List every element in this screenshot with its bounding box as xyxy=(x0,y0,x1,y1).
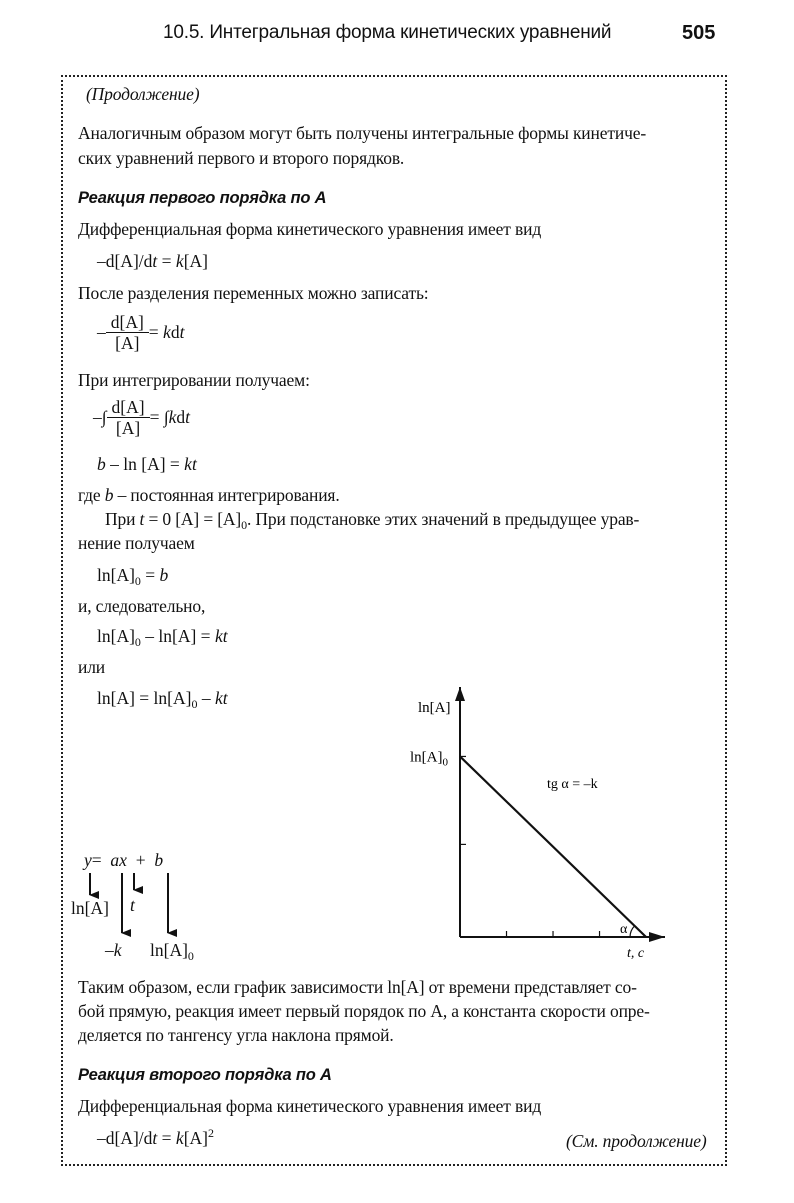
subscript: 0 xyxy=(241,518,247,532)
see-continued-label: (См. продолжение) xyxy=(566,1131,707,1151)
eq-var-t: t xyxy=(139,509,145,529)
eq-var-t: t xyxy=(152,1128,158,1148)
angle-label: α xyxy=(620,922,628,937)
equation-diff-second xyxy=(97,1128,214,1149)
equation-ln-difference xyxy=(97,626,228,647)
eq-part: = xyxy=(140,565,160,585)
second-order-diff-text: Дифференциальная форма кинетического уравнения имеет вид xyxy=(78,1096,542,1116)
eq-part: d xyxy=(170,322,180,342)
where-text xyxy=(78,485,340,506)
equation-integral xyxy=(93,397,190,438)
denominator: [A] xyxy=(115,418,141,438)
eq-part: = ∫ xyxy=(149,407,169,427)
fraction xyxy=(106,312,149,353)
y-tick-label-ln-a0 xyxy=(410,749,449,768)
text-part: где xyxy=(78,485,105,505)
conclusion-line-2: бой прямую, реакция имеет первый порядок по А, а константа скорости опре- xyxy=(78,1001,650,1021)
page-number: 505 xyxy=(682,22,716,44)
intro-line-2: ских уравнений первого и второго порядков. xyxy=(78,148,405,168)
eq-part: – ln [A] = xyxy=(105,454,185,474)
map-plus: + xyxy=(135,850,146,870)
text-part: При xyxy=(105,509,140,529)
running-header-title: 10.5. Интегральная форма кинетических уравнений xyxy=(163,22,612,43)
eq-part: ln[A] = ln[A] xyxy=(97,688,192,708)
eq-var-t: t xyxy=(152,251,158,271)
map-b: b xyxy=(154,850,164,870)
eq-var-b: b xyxy=(104,485,114,505)
eq-var-k: k xyxy=(175,1128,184,1148)
heading-first-order: Реакция первого порядка по А xyxy=(78,189,327,207)
text-part: – постоянная интегрирования. xyxy=(113,485,340,505)
slope-annotation: tg α = –k xyxy=(547,777,598,792)
eq-var-k: k xyxy=(175,251,184,271)
map-x: x xyxy=(119,850,127,870)
denominator: [A] xyxy=(115,333,140,353)
intro-line-1: Аналогичным образом могут быть получены интегральные формы кинетиче- xyxy=(78,123,647,143)
conclusion-line-3: деляется по тангенсу угла наклона прямой. xyxy=(78,1025,394,1045)
separation-text: После разделения переменных можно записать: xyxy=(78,283,429,303)
superscript: 2 xyxy=(207,1126,214,1140)
eq-var-k: k xyxy=(214,626,223,646)
eq-part: –∫ xyxy=(93,407,107,427)
continued-label: (Продолжение) xyxy=(86,84,200,104)
map-a-value: –k xyxy=(105,940,122,960)
eq-var-t: t xyxy=(222,688,228,708)
map-x-value: t xyxy=(130,895,135,915)
equation-diff-first xyxy=(97,251,208,272)
text-part: . При подстановке этих значений в предыдущее урав- xyxy=(246,509,640,529)
eq-var-b: b xyxy=(97,454,106,474)
heading-second-order: Реакция второго порядка по А xyxy=(78,1066,332,1084)
map-b-value xyxy=(150,940,194,961)
equation-log xyxy=(97,454,197,475)
therefore-text: и, следовательно, xyxy=(78,596,206,616)
eq-part: = xyxy=(157,1128,176,1148)
eq-part: = xyxy=(157,251,176,271)
fraction xyxy=(107,397,150,438)
subscript: 0 xyxy=(134,635,141,649)
eq-part: [A] xyxy=(183,1128,208,1148)
subscript: 0 xyxy=(134,574,141,588)
map-eq: = xyxy=(91,850,102,870)
equation-ln0-b xyxy=(97,565,168,586)
numerator: d[A] xyxy=(107,397,150,418)
map-y: y xyxy=(84,850,92,870)
initial-condition-text-2: нение получаем xyxy=(78,533,195,553)
eq-part: = xyxy=(148,322,164,342)
eq-part: – xyxy=(197,688,215,708)
eq-part: – xyxy=(97,322,106,342)
eq-part: ln[A] xyxy=(97,565,135,585)
subscript: 0 xyxy=(191,697,198,711)
eq-part: –d[A]/d xyxy=(97,251,153,271)
eq-var-k: k xyxy=(163,322,171,342)
eq-var-t: t xyxy=(179,322,185,342)
eq-var-t: t xyxy=(191,454,197,474)
eq-part: d xyxy=(176,407,186,427)
eq-var-t: t xyxy=(185,407,191,427)
equation-final xyxy=(97,688,228,709)
eq-var-k: k xyxy=(214,688,223,708)
eq-part: ln[A] xyxy=(150,940,188,960)
eq-var-k: k xyxy=(184,454,192,474)
first-order-diff-text: Дифференциальная форма кинетического уравнения имеет вид xyxy=(78,219,542,239)
equation-separated xyxy=(97,312,184,353)
conclusion-line-1: Таким образом, если график зависимости ln[A] от времени представляет со- xyxy=(78,977,637,997)
initial-condition-text xyxy=(105,509,639,530)
eq-part: [A] xyxy=(183,251,208,271)
eq-part: –d[A]/d xyxy=(97,1128,153,1148)
tick-label-sub: 0 xyxy=(442,756,448,769)
eq-var-t: t xyxy=(222,626,228,646)
tick-label-part: ln[A] xyxy=(410,749,443,766)
eq-part: – ln[A] = xyxy=(140,626,215,646)
integration-text: При интегрировании получаем: xyxy=(78,370,310,390)
x-axis-label: t, c xyxy=(627,946,645,961)
chart-ln-a-vs-t xyxy=(395,675,685,975)
y-axis-label: ln[A] xyxy=(418,700,451,716)
numerator: d[A] xyxy=(106,312,149,333)
subscript: 0 xyxy=(187,949,194,963)
angle-arc xyxy=(630,926,635,937)
eq-var-b: b xyxy=(159,565,169,585)
map-a: a xyxy=(110,850,120,870)
map-y-value: ln[A] xyxy=(71,898,109,918)
eq-var-k: k xyxy=(168,407,177,427)
text-part: = 0 [A] = [A] xyxy=(144,509,242,529)
eq-part: ln[A] xyxy=(97,626,135,646)
or-text: или xyxy=(78,657,106,677)
